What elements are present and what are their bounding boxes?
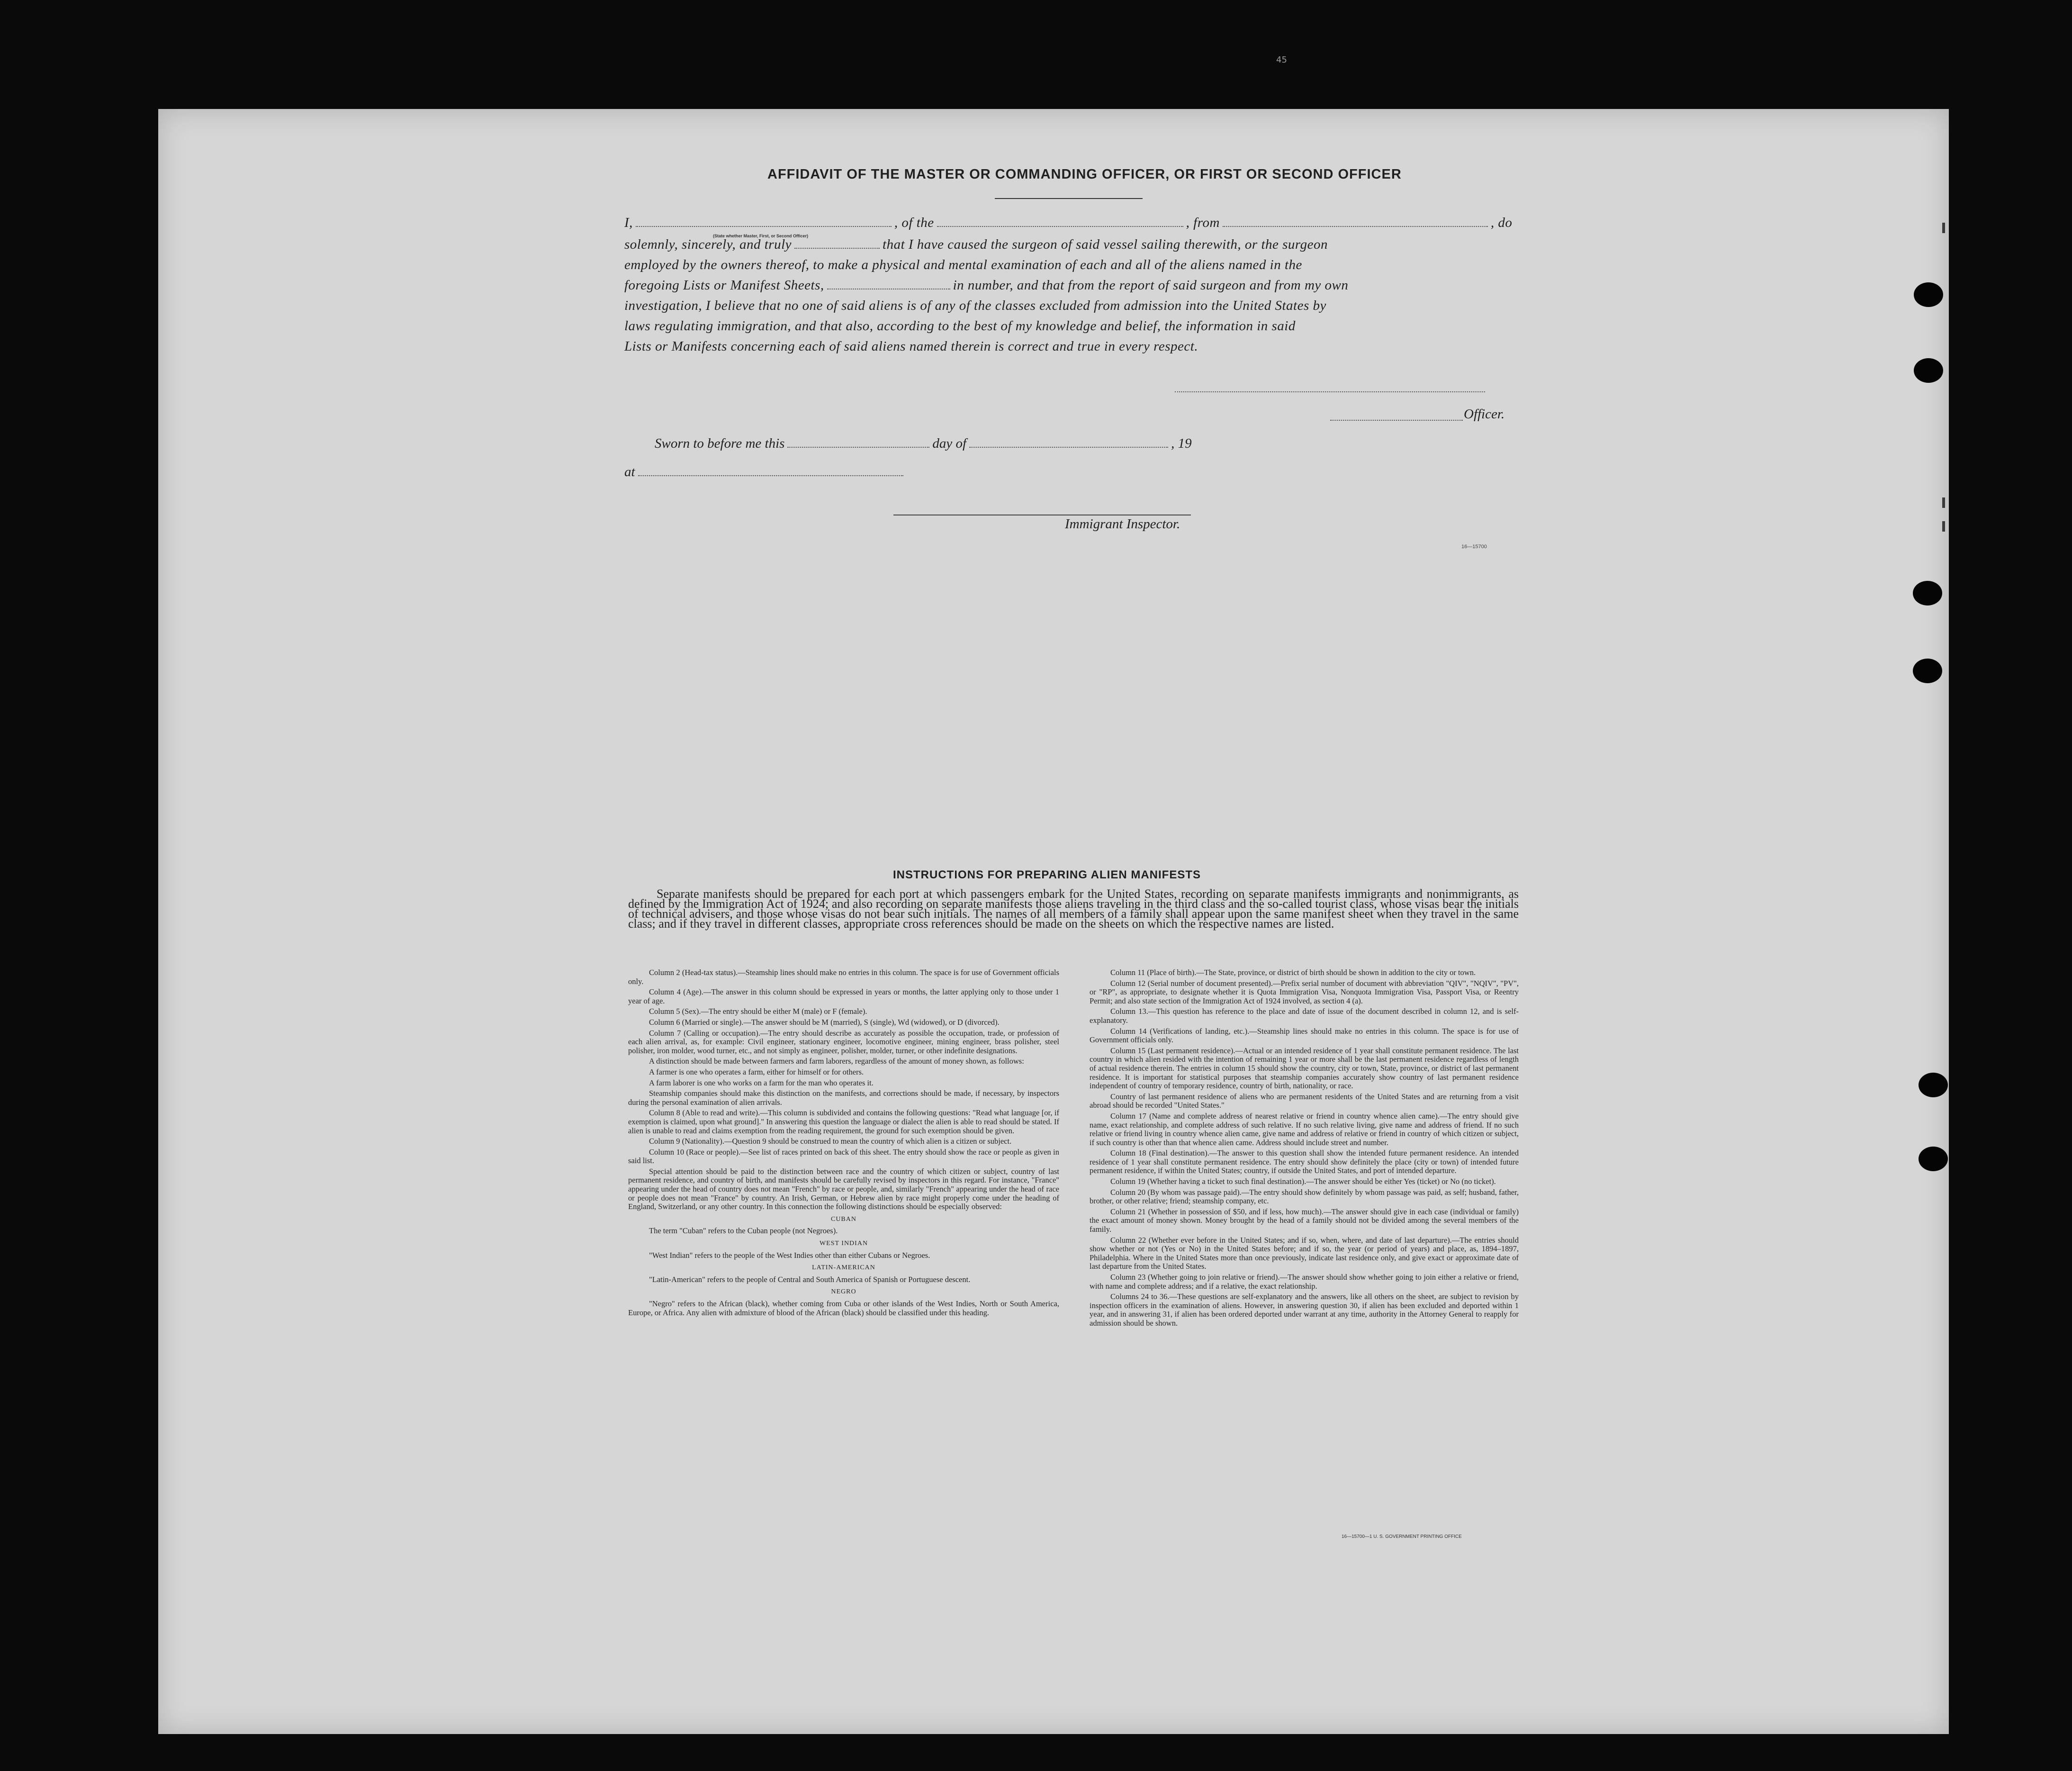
subheading-latin-american: LATIN-AMERICAN — [812, 1264, 875, 1272]
subheading-cuban: CUBAN — [830, 1215, 856, 1223]
text: foregoing Lists or Manifest Sheets, — [624, 278, 824, 293]
officer-signature-line — [1175, 391, 1485, 392]
sworn-line — [655, 436, 1192, 452]
paragraph: Column 5 (Sex).—The entry should be either M (male) or F (female). — [649, 1007, 867, 1016]
paragraph: Column 23 (Whether going to join relative or friend).—The answer should show whether going to join either a relative or friend, with name and complete address; and if a relative, the exact relationship. — [1090, 1273, 1519, 1291]
paragraph: Column 13.—This question has reference to the place and date of issue of the document described in column 12, and is self-explanatory. — [1090, 1007, 1519, 1025]
printing-office-code: 16—15700—1 U. S. GOVERNMENT PRINTING OFFICE — [1342, 1534, 1462, 1539]
text: , of the — [894, 215, 934, 230]
rank-note: (State whether Master, First, or Second Officer) — [713, 234, 809, 238]
punch-hole — [1913, 659, 1942, 683]
punch-hole — [1913, 581, 1942, 605]
text: day of — [932, 436, 967, 451]
paragraph: Column 20 (By whom was passage paid).—The entry should show definitely by whom passage was paid, as self; husband, father, brother, or other relative; friend; steamship company, etc. — [1090, 1187, 1519, 1206]
text: in number, and that from the report of said surgeon and from my own — [953, 278, 1349, 293]
form-code: 16—15700 — [1461, 544, 1487, 550]
edge-mark — [1942, 223, 1945, 233]
blank-month — [969, 446, 1168, 448]
subheading-west-indian: WEST INDIAN — [819, 1240, 868, 1247]
paragraph: Column 19 (Whether having a ticket to such final destination).—The answer should be either Yes (ticket) or No (no ticket). — [1110, 1177, 1496, 1186]
affidavit-line-5: investigation, I believe that no one of said aliens is of any of the classes excluded from admission into the United States by — [624, 298, 1326, 313]
text: solemnly, sincerely, and truly — [624, 237, 792, 252]
punch-hole — [1919, 1147, 1948, 1171]
affidavit-line-4 — [624, 278, 1348, 293]
text: , from — [1186, 215, 1220, 230]
blank-day — [787, 446, 929, 448]
blank-sheet-count — [827, 288, 950, 289]
punch-hole — [1914, 358, 1943, 383]
punch-hole — [1919, 1073, 1948, 1097]
paragraph: Special attention should be paid to the distinction between race and the country of which citizen or subject, country of last permanent residence, and country of birth, and manifests should be carefully revised by inspectors in this regard. For instance, "France" appearing under the head of country does not mean "French" by race or people, and, similarly "French" appearing under the head of race or people does not mean "France" by country. An Irish, German, or Hebrew alien by race might properly come under the heading of England, Switzerland, or any other country. In this connection the following distinctions should be especially observed: — [628, 1166, 1059, 1211]
title-rule — [995, 198, 1143, 199]
affidavit-line-7: Lists or Manifests concerning each of said aliens named therein is correct and true in every respect. — [624, 339, 1198, 354]
officer-title-line — [1330, 420, 1463, 421]
affidavit-line-2 — [624, 237, 1328, 253]
paragraph: A farmer is one who operates a farm, either for himself or for others. — [649, 1067, 864, 1076]
text: , 19 — [1171, 436, 1192, 451]
edge-mark — [1942, 521, 1945, 532]
blank-oath — [794, 247, 880, 249]
blank-vessel — [937, 226, 1183, 227]
paragraph: Column 21 (Whether in possession of $50, and if less, how much).—The answer should give in each case (individual or family) the exact amount of money shown. Money brought by the head of a family should not be divided among the several members of the family. — [1090, 1207, 1519, 1234]
paragraph: Column 17 (Name and complete address of nearest relative or friend in country whence alien came).—The entry should give name, exact relationship, and complete address of such relative. If no such relative living, give name and address of friend. If no such relative or friend living in country whence alien came, give name and address of relative or friend in country of which citizen or subject, if such country is other than that whence alien came. Address should include street and number. — [1090, 1111, 1519, 1147]
paragraph: Country of last permanent residence of aliens who are permanent residents of the United States and are returning from a visit abroad should be recorded "United States." — [1090, 1092, 1519, 1110]
text: that I have caused the surgeon of said vessel sailing therewith, or the surgeon — [883, 237, 1328, 252]
instructions-intro — [628, 889, 1519, 929]
blank-place — [638, 475, 903, 476]
paragraph: A farm laborer is one who works on a farm for the man who operates it. — [649, 1078, 874, 1087]
edge-mark — [1942, 497, 1945, 508]
blank-port — [1223, 226, 1488, 227]
paragraph: Column 11 (Place of birth).—The State, province, or district of birth should be shown in addition to the city or town. — [1110, 968, 1476, 977]
paragraph: Column 22 (Whether ever before in the United States; and if so, when, where, and date of last departure).—The entries should show whether or not (Yes or No) in the United States before; and if so, the year (or period of years) and place, as, 1894–1897, Philadelphia. Where in the United States more than once previously, indicate last residence only, and give exact or approximate date of last departure from the United States. — [1090, 1235, 1519, 1271]
subheading-negro: NEGRO — [831, 1288, 856, 1296]
at-line — [624, 464, 906, 480]
text: , do — [1490, 215, 1513, 230]
affidavit-line-3: employed by the owners thereof, to make a physical and mental examination of each and all of the aliens named in the — [624, 257, 1302, 272]
affidavit-line-6: laws regulating immigration, and that also, according to the best of my knowledge and belief, the information in said — [624, 318, 1296, 334]
frame-number: 45 — [1276, 55, 1287, 65]
paragraph: The term "Cuban" refers to the Cuban people (not Negroes). — [649, 1226, 838, 1236]
affidavit-line-1 — [624, 215, 1512, 231]
text: Sworn to before me this — [655, 436, 785, 451]
paragraph: "West Indian" refers to the people of the West Indies other than either Cubans or Negroes. — [649, 1250, 930, 1260]
paragraph: Column 7 (Calling or occupation).—The entry should describe as accurately as possible the occupation, trade, or profession of each alien arrival, as, for example: Civil engineer, stationary engineer, locomotive engineer, mining engineer, brass polisher, steel polisher, iron molder, wood turner, etc., and not simply as engineer, polisher, molder, turner, or other indefinite designations. — [628, 1028, 1059, 1055]
paragraph: Column 4 (Age).—The answer in this column should be expressed in years or months, the latter applying only to those under 1 year of age. — [628, 987, 1059, 1005]
instructions-title: INSTRUCTIONS FOR PREPARING ALIEN MANIFESTS — [893, 868, 1201, 881]
intro-paragraph: Separate manifests should be prepared for each port at which passengers embark for the United States, recording on separate manifests immigrants and nonimmigrants, as defined by the Immigration Act of 1924; and also recording on separate manifests those aliens traveling in the third class and the so-called tourist class, whose visas bear the initials of technical advisers, and those whose visas do not bear such initials. The names of all members of a family shall appear upon the same manifest sheet when they travel in the same class; and if they travel in different classes, appropriate cross references should be made on the sheets on which the respective names are listed. — [628, 887, 1519, 931]
paragraph: Column 6 (Married or single).—The answer should be M (married), S (single), Wd (widowed), or D (divorced). — [649, 1017, 1000, 1027]
paragraph: "Negro" refers to the African (black), whether coming from Cuba or other islands of the West Indies, North or South America, Europe, or Africa. Any alien with admixture of blood of the African (black) should be classified under this heading. — [628, 1299, 1059, 1317]
text: at — [624, 464, 635, 479]
paragraph: "Latin-American" refers to the people of Central and South America of Spanish or Portuguese descent. — [649, 1274, 971, 1284]
paragraph: Column 15 (Last permanent residence).—Actual or an intended residence of 1 year shall constitute permanent residence. The last country in which alien resided with the intention of remaining 1 year or more shall be the last permanent residence regardless of length of actual residence therein. The entries in column 15 should show the country, city or town, State, province, or district of last permanent residence. It is important for statistical purposes that steamship companies accurately show country of last permanent residence independent of country of temporary residence, country of birth, nationality, or race. — [1090, 1046, 1519, 1091]
paragraph: Column 12 (Serial number of document presented).—Prefix serial number of document with abbreviation "QIV", "NQIV", "PV", or "RP", as appropriate, to designate whether it is Quota Immigration Visa, Nonquota Immigration Visa, Passport Visa, or Reentry Permit; and also state section of the Immigration Act of 1924 involved, as section 4 (a). — [1090, 978, 1519, 1005]
paragraph: Steamship companies should make this distinction on the manifests, and corrections should be made, if necessary, by inspectors during the personal examination of alien arrivals. — [628, 1089, 1059, 1107]
blank-officer-rank — [636, 226, 892, 227]
paragraph: Columns 24 to 36.—These questions are self-explanatory and the answers, like all others on the sheet, are subject to revision by inspection officers in the examination of aliens. However, in answering question 30, if alien has been excluded and deported within 1 year, and in answering 31, if alien has been ordered deported under warrant at any time, authority in the Attorney General to reapply for admission should be shown. — [1090, 1292, 1519, 1328]
paragraph: A distinction should be made between farmers and farm laborers, regardless of the amount of money shown, as follows: — [649, 1057, 1024, 1066]
officer-label: Officer. — [1464, 407, 1505, 422]
instructions-right-column — [1090, 968, 1519, 1330]
paragraph: Column 2 (Head-tax status).—Steamship lines should make no entries in this column. The space is for use of Government officials only. — [628, 968, 1059, 986]
inspector-label: Immigrant Inspector. — [1065, 516, 1180, 532]
paragraph: Column 9 (Nationality).—Question 9 should be construed to mean the country of which alien is a citizen or subject. — [649, 1137, 1012, 1146]
text: I, — [624, 215, 633, 230]
affidavit-title: AFFIDAVIT OF THE MASTER OR COMMANDING OFFICER, OR FIRST OR SECOND OFFICER — [767, 167, 1402, 182]
instructions-left-column — [628, 968, 1059, 1319]
paragraph: Column 18 (Final destination).—The answer to this question shall show the intended future permanent residence. An intended residence of 1 year shall constitute permanent residence. The entry should show definitely the place (city or town) of intended future permanent residence, if within the United States; country, if outside the United States, and port of intended departure. — [1090, 1148, 1519, 1175]
paragraph: Column 10 (Race or people).—See list of races printed on back of this sheet. The entry should show the race or people as given in said list. — [628, 1147, 1059, 1166]
paragraph: Column 8 (Able to read and write).—This column is subdivided and contains the following questions: "Read what language [or, if exemption is claimed, upon what ground]." In answering this question the language or dialect the alien is able to read should be stated. If alien is unable to read and claims exemption from the reading requirement, the ground for such exemption should be given. — [628, 1108, 1059, 1135]
paragraph: Column 14 (Verifications of landing, etc.).—Steamship lines should make no entries in this column. The space is for use of Government officials only. — [1090, 1026, 1519, 1045]
punch-hole — [1914, 282, 1943, 307]
